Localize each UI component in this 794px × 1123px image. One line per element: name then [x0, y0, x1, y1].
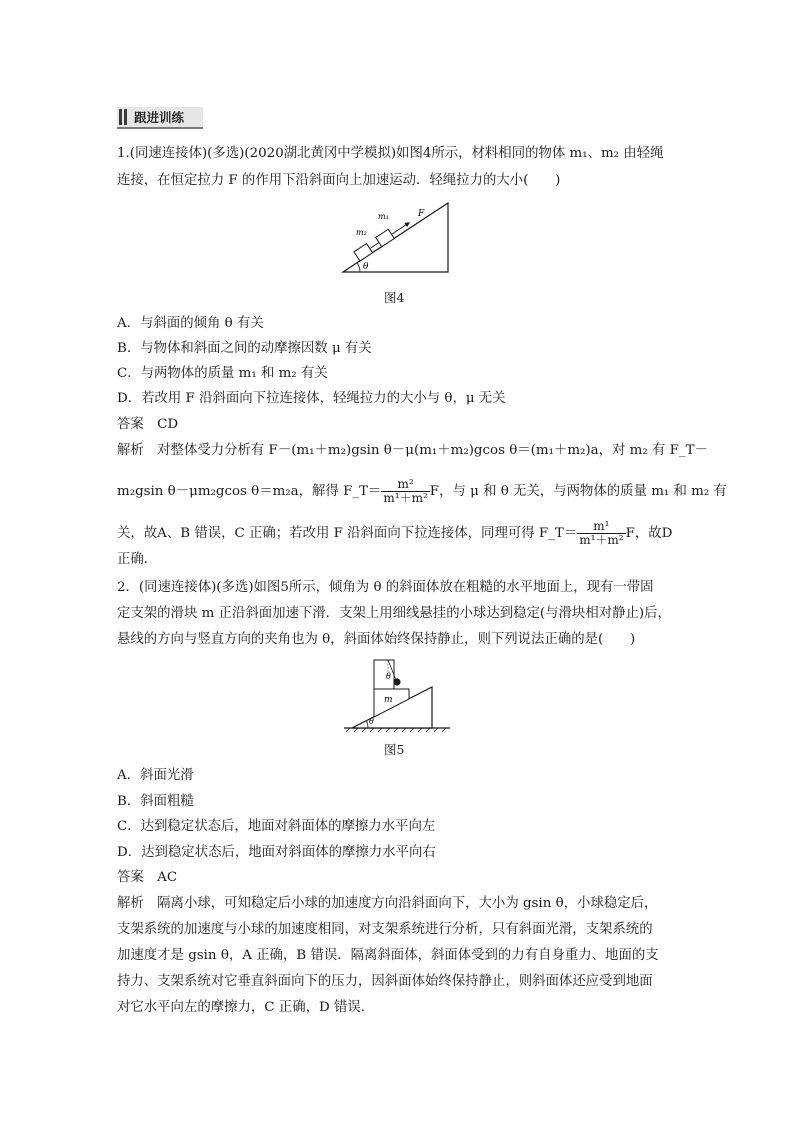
- q1-analysis-line3-post: F，故D: [625, 526, 673, 541]
- label-F: F: [418, 209, 425, 219]
- section-header: [117, 107, 203, 129]
- q1-stem-line1: 1.(同速连接体)(多选)(2020湖北黄冈中学模拟)如图4所示，材料相同的物体 m₁、m₂ 由轻绳: [117, 146, 664, 161]
- arrow-head-icon: [404, 220, 411, 227]
- q1-analysis-line2-pre: m₂gsin θ－μm₂gcos θ＝m₂a，解得 F_T＝: [117, 484, 382, 499]
- fraction-2-numerator: m¹: [577, 520, 625, 534]
- q1-option-c: C．与两物体的质量 m₁ 和 m₂ 有关: [117, 366, 328, 381]
- q1-answer: 答案 CD: [117, 417, 179, 432]
- q2-analysis-line3: 加速度才是 gsin θ，A 正确，B 错误．隔离斜面体，斜面体受到的力有自身重力、地面的支: [117, 948, 659, 963]
- header-bar-icon: [119, 109, 122, 125]
- q2-option-c: C．达到稳定状态后，地面对斜面体的摩擦力水平向左: [117, 819, 436, 834]
- figure-4-caption: 图4: [384, 290, 405, 305]
- incline-triangle: [343, 203, 448, 272]
- ball-icon: [393, 678, 400, 685]
- q2-stem-line2: 定支架的滑块 m 正沿斜面加速下滑．支架上用细线悬挂的小球达到稳定(与滑块相对静止)后，: [117, 606, 671, 621]
- q1-option-b: B．与物体和斜面之间的动摩擦因数 μ 有关: [117, 341, 372, 356]
- q2-answer: 答案 AC: [117, 870, 178, 885]
- q1-analysis-line3-pre: 关，故A、B 错误，C 正确；若改用 F 沿斜面向下拉连接体，同理可得 F_T＝: [117, 526, 578, 541]
- label-theta-string: θ: [386, 672, 391, 681]
- support-frame: [374, 660, 394, 689]
- q2-stem-line1: 2．(同速连接体)(多选)如图5所示，倾角为 θ 的斜面体放在粗糙的水平地面上，现有一带固: [117, 580, 654, 595]
- q2-option-a: A．斜面光滑: [117, 768, 194, 783]
- fraction-2-denominator: m¹＋m²: [579, 533, 624, 547]
- label-theta-incline: θ: [369, 717, 374, 726]
- fraction-2: [577, 520, 625, 547]
- q1-option-a: A．与斜面的倾角 θ 有关: [117, 316, 264, 331]
- label-m1: m₁: [378, 212, 389, 221]
- q2-analysis-line2: 支架系统的加速度与小球的加速度相同，对支架系统进行分析，只有斜面光滑，支架系统的: [117, 922, 653, 937]
- q2-analysis-line5: 对它水平向左的摩擦力，C 正确，D 错误．: [117, 1000, 375, 1015]
- q2-option-b: B．斜面粗糙: [117, 794, 194, 809]
- q2-option-d: D．达到稳定状态后，地面对斜面体的摩擦力水平向右: [117, 845, 436, 860]
- q1-analysis-line1: 解析 对整体受力分析有 F－(m₁＋m₂)gsin θ－μ(m₁＋m₂)gcos θ＝(m₁＋m₂)a，对 m₂ 有 F_T－: [117, 443, 708, 458]
- label-m2: m₂: [356, 228, 367, 237]
- label-theta: θ: [363, 262, 369, 272]
- q2-analysis-line1: 解析 隔离小球，可知稳定后小球的加速度方向沿斜面向下，大小为 gsin θ，小球稳定后，: [117, 896, 658, 911]
- q1-analysis-line4: 正确．: [117, 552, 158, 567]
- figure-5-caption: 图5: [384, 742, 405, 757]
- rope-line: [370, 243, 379, 249]
- header-bar-icon: [124, 109, 127, 125]
- fraction-1-numerator: m²: [381, 478, 429, 492]
- fraction-1: [381, 478, 429, 505]
- label-m: m: [384, 695, 393, 705]
- section-title: 跟进训练: [134, 110, 185, 125]
- q1-analysis-line3: [117, 520, 672, 547]
- q1-option-d: D．若改用 F 沿斜面向下拉连接体，轻绳拉力的大小与 θ，μ 无关: [117, 391, 506, 406]
- fraction-1-denominator: m¹＋m²: [383, 491, 428, 505]
- q2-stem-line3: 悬线的方向与竖直方向的夹角也为 θ，斜面体始终保持静止，则下列说法正确的是( ): [117, 632, 636, 647]
- q2-analysis-line4: 持力、支架系统对它垂直斜面向下的压力，因斜面体始终保持静止，则斜面体还应受到地面: [117, 974, 653, 989]
- figure-4-incline: [340, 198, 452, 274]
- q1-stem-line2: 连接，在恒定拉力 F 的作用下沿斜面向上加速运动．轻绳拉力的大小( ): [117, 173, 561, 188]
- q1-analysis-line2-post: F，与 μ 和 θ 无关，与两物体的质量 m₁ 和 m₂ 有: [429, 484, 727, 499]
- figure-5-incline: [342, 656, 454, 734]
- q1-analysis-line2: [117, 478, 727, 505]
